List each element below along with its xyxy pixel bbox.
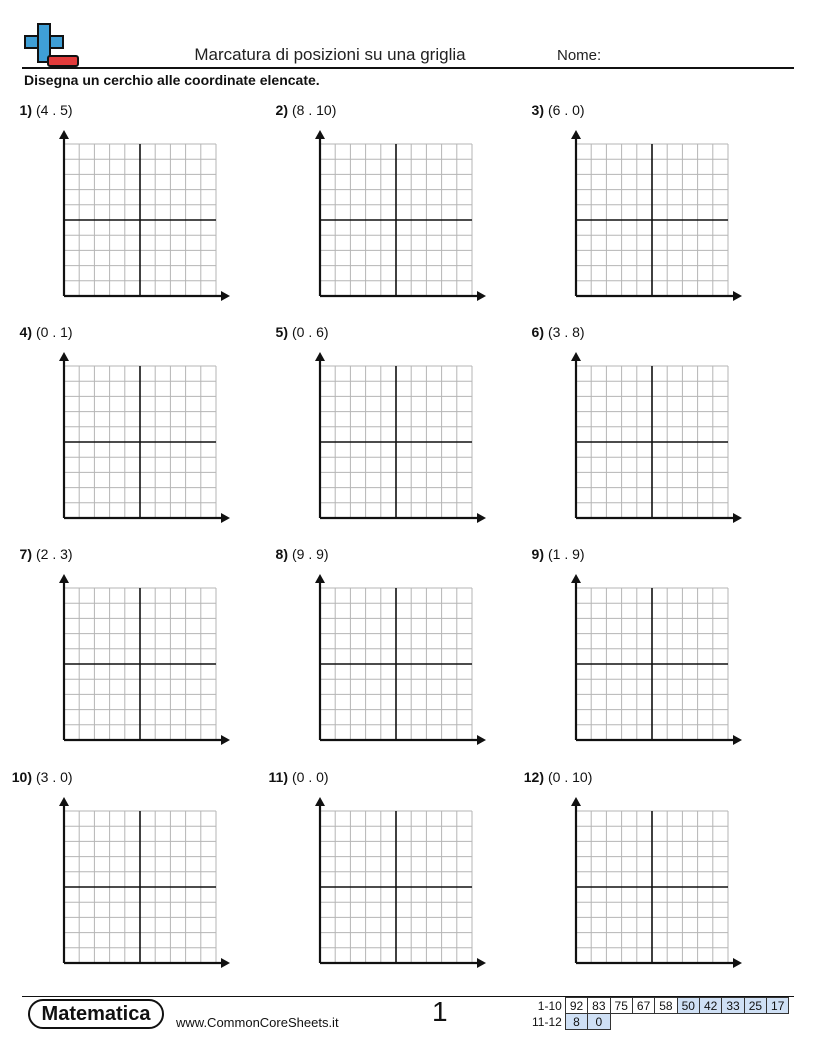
problem-number: 7) [19,546,32,562]
problem-number: 9) [531,546,544,562]
coordinate-grid[interactable] [2,789,232,974]
problem-number: 4) [19,324,32,340]
problem-8 [258,546,498,756]
y-axis-arrow-icon [59,797,69,806]
coordinate-grid[interactable] [514,122,744,307]
y-axis-arrow-icon [315,352,325,361]
y-axis-arrow-icon [59,130,69,139]
x-axis-arrow-icon [221,958,230,968]
problem-number: 8) [275,546,288,562]
x-axis-arrow-icon [733,513,742,523]
problem-3 [514,102,754,312]
y-axis-arrow-icon [315,130,325,139]
problem-coordinate: (2 . 3) [36,546,73,562]
score-row [528,1014,789,1030]
coordinate-grid[interactable] [514,789,744,974]
problem-10 [2,769,242,979]
score-cell: 0 [588,1014,610,1030]
score-cell: 25 [744,998,766,1014]
coordinate-grid[interactable] [2,344,232,529]
problem-coordinate: (4 . 5) [36,102,73,118]
y-axis-arrow-icon [315,797,325,806]
problem-number: 1) [19,102,32,118]
problem-12 [514,769,754,979]
x-axis-arrow-icon [477,735,486,745]
problem-coordinate: (8 . 10) [292,102,337,118]
problem-7 [2,546,242,756]
score-cell: 42 [699,998,721,1014]
problem-coordinate: (1 . 9) [548,546,585,562]
score-row-label: 1-10 [537,998,562,1013]
problem-number: 10) [11,769,32,785]
score-cell: 17 [767,998,789,1014]
x-axis-arrow-icon [477,958,486,968]
coordinate-grid[interactable] [2,122,232,307]
score-cell: 33 [722,998,744,1014]
header-divider [22,67,794,69]
x-axis-arrow-icon [477,291,486,301]
problem-coordinate: (0 . 10) [548,769,593,785]
problem-number: 3) [531,102,544,118]
site-url: www.CommonCoreSheets.it [176,1015,339,1030]
coordinate-grid[interactable] [258,789,488,974]
problem-11 [258,769,498,979]
problem-9 [514,546,754,756]
y-axis-arrow-icon [315,574,325,583]
score-row [528,998,789,1014]
problem-number: 6) [531,324,544,340]
problem-coordinate: (3 . 0) [36,769,73,785]
y-axis-arrow-icon [571,797,581,806]
page-title: Marcatura di posizioni su una griglia [194,45,466,64]
score-cell: 83 [588,998,610,1014]
coordinate-grid[interactable] [2,566,232,751]
x-axis-arrow-icon [221,735,230,745]
problem-1 [2,102,242,312]
problem-6 [514,324,754,534]
score-cell: 58 [655,998,677,1014]
score-cell: 8 [565,1014,587,1030]
coordinate-grid[interactable] [258,566,488,751]
coordinate-grid[interactable] [258,122,488,307]
instructions: Disegna un cerchio alle coordinate elencate. [24,72,320,88]
score-cell: 92 [565,998,587,1014]
problem-4 [2,324,242,534]
x-axis-arrow-icon [477,513,486,523]
score-cell: 67 [632,998,654,1014]
x-axis-arrow-icon [221,291,230,301]
problem-coordinate: (0 . 1) [36,324,73,340]
page-number: 1 [432,996,448,1027]
y-axis-arrow-icon [59,352,69,361]
coordinate-grid[interactable] [514,344,744,529]
problem-coordinate: (3 . 8) [548,324,585,340]
x-axis-arrow-icon [221,513,230,523]
score-cell: 50 [677,998,699,1014]
problem-5 [258,324,498,534]
score-cell: 75 [610,998,632,1014]
y-axis-arrow-icon [571,130,581,139]
problem-number: 11) [268,769,288,785]
problem-coordinate: (0 . 0) [292,769,329,785]
coordinate-grid[interactable] [514,566,744,751]
score-table [528,997,789,1030]
x-axis-arrow-icon [733,958,742,968]
y-axis-arrow-icon [59,574,69,583]
x-axis-arrow-icon [733,291,742,301]
problem-number: 2) [275,102,288,118]
problem-coordinate: (0 . 6) [292,324,329,340]
problem-2 [258,102,498,312]
coordinate-grid[interactable] [258,344,488,529]
x-axis-arrow-icon [733,735,742,745]
y-axis-arrow-icon [571,352,581,361]
problem-coordinate: (9 . 9) [292,546,329,562]
problem-coordinate: (6 . 0) [548,102,585,118]
score-row-label: 11-12 [532,1014,562,1029]
problem-number: 12) [523,769,544,785]
problem-number: 5) [275,324,288,340]
brand-badge: Matematica [28,999,164,1029]
name-field-label: Nome: [557,47,602,64]
y-axis-arrow-icon [571,574,581,583]
